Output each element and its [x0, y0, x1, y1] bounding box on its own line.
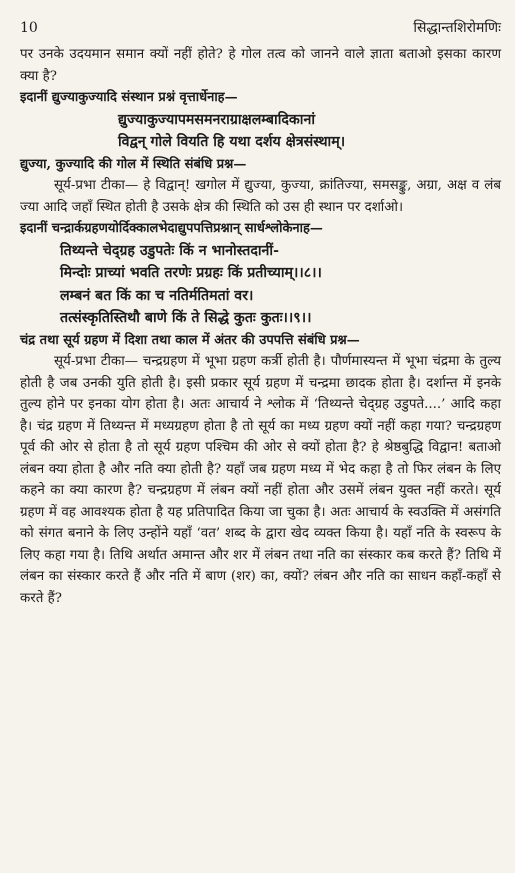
verse-line: विद्वन् गोले वियति हि यथा दर्शय क्षेत्रसंस्थाम्। — [118, 134, 346, 150]
verse-line: तत्संस्कृतिस्तिथौ बाणे किं ते सिद्धे कुतः कुतः।।९।। — [60, 310, 312, 326]
page-header — [20, 18, 501, 44]
section-2 — [20, 218, 501, 609]
verse-line: लम्बनं बत किं का च नतिर्मतिमतां वर। — [60, 287, 254, 304]
section-2-heading: इदानीं चन्द्रार्कग्रहणयोर्दिक्कालभेदाद्युपपत्तिप्रश्नान् सार्धश्लोकेनाह— — [20, 221, 323, 236]
section-1-heading: इदानीं द्युज्याकुज्यादि संस्थान प्रश्नं वृत्तार्धेनाह— — [20, 90, 238, 105]
running-title: सिद्धान्तशिरोमणिः — [413, 20, 501, 36]
section-2-hindi-heading: चंद्र तथा सूर्य ग्रहण में दिशा तथा काल में अंतर की उपपत्ति संबंधि प्रश्न— — [20, 332, 360, 348]
section-1 — [20, 87, 501, 218]
section-1-commentary: सूर्य-प्रभा टीका— हे विद्वान्! खगोल में द्युज्या, कुज्या, क्रांतिज्या, समसङ्कु, अग्रा, अक्ष व लंब ज्या आदि जहाँ स्थित होती है उसके क्षेत्र की स्थिति को उस ही स्थान पर दर्शाओ। — [20, 178, 501, 215]
section-1-hindi-heading: द्युज्या, कुज्यादि की गोल में स्थिति संबंधि प्रश्न— — [20, 156, 247, 172]
verse-line: मिन्दोः प्राच्यां भवति तरणेः प्रग्रहः किं प्रतीच्याम्।।८।। — [60, 265, 322, 281]
intro-paragraph: पर उनके उदयमान समान क्यों नहीं होते? हे गोल तत्व को जानने वाले ज्ञाता बताओ इसका कारण क्या है? — [20, 47, 501, 84]
verse-line: तिथ्यन्ते चेद्ग्रह उडुपतेः किं न भानोस्तदानीं- — [60, 242, 279, 259]
page-number: 10 — [20, 20, 38, 36]
verse-line: द्युज्याकुज्यापमसमनराग्राक्षलम्बादिकानां — [118, 111, 316, 128]
section-2-commentary: सूर्य-प्रभा टीका— चन्द्रग्रहण में भूभा ग्रहण कर्त्री होती है। पौर्णमास्यन्त में भूभा चंद्रमा के तुल्य होती है जब उनकी युति होती है। इसी प्रकार सूर्य ग्रहण में चन्द्रमा छादक होता है। दर्शान्त में इनके तुल्य होने पर इनका योग होता है। अतः आचार्य ने श्लोक में ‘तिथ्यन्ते चेद्ग्रह उडुपते....’ आदि कहा है। चंद्र ग्रहण में तिथ्यन्त में मध्यग्रहण होता है तो सूर्य का मध्य ग्रहण क्यों नहीं कहा गया? चन्द्रग्रहण पूर्व की ओर से होता है तो सूर्य ग्रहण पश्चिम की ओर से क्यों होता है? हे श्रेष्ठबुद्धि विद्वान! बताओ लंबन क्या होता है और नति क्या होती है? यहाँ जब ग्रहण मध्य में भेद कहा है तो फिर लंबन के लिए कहने का क्या कारण है? चन्द्रग्रहण में लंबन क्यों नहीं होता और उसमें लंबन युक्त नहीं करते। सूर्य ग्रहण में वह आवश्यक होता है यह प्रतिपादित किया जा चुका है। अतः आचार्य के स्वउक्ति में असंगति को संगत बनाने के लिए उन्होंने यहाँ ‘वत’ शब्द के द्वारा खेद व्यक्त किया है। यहाँ नति के स्वरूप के लिए कहा गया है। तिथि अर्थात अमान्त और शर में लंबन तथा नति का संस्कार कब करते हैं? तिथि में लंबन का संस्कार करते हैं और नति में बाण (शर) का, क्यों? लंबन और नति का साधन कहाँ-कहाँ से करते हैं? — [20, 354, 501, 606]
